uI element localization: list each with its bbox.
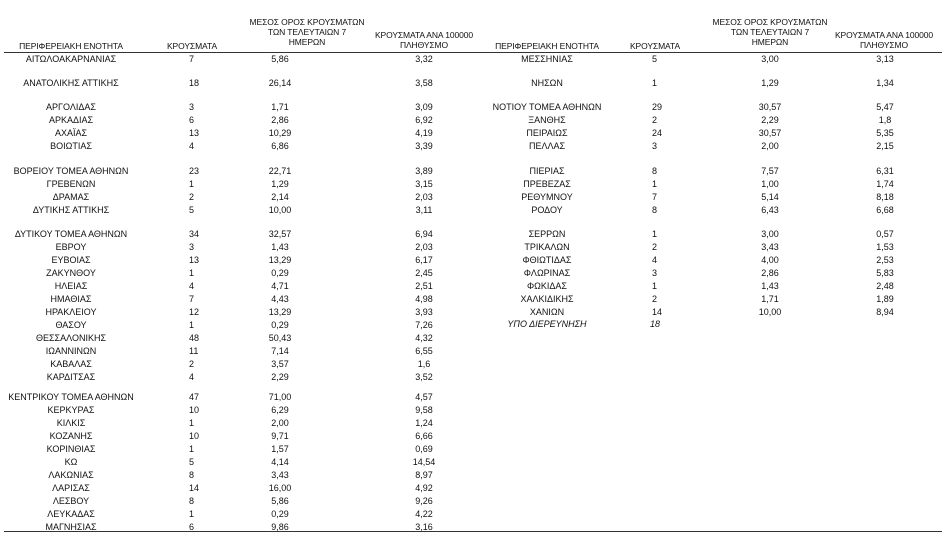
avg-cell: 2,29 — [271, 372, 289, 382]
cases-cell: 1 — [189, 444, 195, 454]
region-cell: ΦΘΙΩΤΙΔΑΣ — [522, 255, 572, 265]
left-header-avg-line3: ΗΜΕΡΩΝ — [288, 37, 326, 47]
avg-cell: 1,43 — [761, 281, 779, 291]
region-cell: ΜΕΣΣΗΝΙΑΣ — [521, 54, 573, 64]
avg-cell: 9,71 — [271, 431, 289, 441]
cases-cell: 2 — [652, 115, 658, 125]
left-header-rate — [366, 30, 482, 50]
avg-cell: 2,00 — [761, 141, 779, 151]
left-header-rate-line2: ΠΛΗΘΥΣΜΟ — [399, 40, 449, 50]
avg-cell: 13,29 — [268, 307, 292, 317]
table-row — [0, 114, 946, 126]
cases-cell: 3 — [652, 141, 658, 151]
avg-cell: 1,29 — [761, 78, 779, 88]
avg-cell: 6,43 — [761, 205, 779, 215]
region-cell: ΦΛΩΡΙΝΑΣ — [523, 268, 571, 278]
cases-cell: 2 — [652, 294, 658, 304]
table-row — [0, 469, 946, 481]
avg-cell: 32,57 — [268, 229, 292, 239]
table-row — [0, 443, 946, 455]
region-cell: ΧΑΝΙΩΝ — [529, 307, 565, 317]
cases-cell: 7 — [189, 54, 195, 64]
cases-cell: 3 — [189, 102, 195, 112]
cases-cell: 48 — [189, 333, 200, 343]
right-header-region: ΠΕΡΙΦΕΡΕΙΑΚΗ ΕΝΟΤΗΤΑ — [495, 41, 599, 51]
cases-cell: 1 — [189, 320, 195, 330]
avg-cell: 9,86 — [271, 522, 289, 532]
cases-cell: 8 — [189, 496, 195, 506]
rate-cell: 6,92 — [415, 115, 433, 125]
avg-cell: 1,71 — [271, 102, 289, 112]
rate-cell: 3,93 — [415, 307, 433, 317]
avg-cell: 4,71 — [271, 281, 289, 291]
cases-cell: 2 — [189, 192, 195, 202]
rate-cell: 2,03 — [415, 192, 433, 202]
rate-cell: 6,31 — [876, 166, 894, 176]
avg-cell: 2,00 — [271, 418, 289, 428]
rate-cell: 0,69 — [415, 444, 433, 454]
left-header-avg-line1: ΜΕΣΟΣ ΟΡΟΣ ΚΡΟΥΣΜΑΤΩΝ — [249, 17, 365, 27]
avg-cell: 3,00 — [761, 54, 779, 64]
left-header-avg-line2: ΤΩΝ ΤΕΛΕΥΤΑΙΩΝ 7 — [267, 27, 347, 37]
region-cell: ΑΡΓΟΛΙΔΑΣ — [46, 102, 96, 112]
rate-cell: 14,54 — [412, 457, 436, 467]
rate-cell: 5,47 — [876, 102, 894, 112]
cases-cell: 7 — [189, 294, 195, 304]
region-cell: ΣΕΡΡΩΝ — [528, 229, 566, 239]
region-cell: ΙΩΑΝΝΙΝΩΝ — [45, 346, 97, 356]
avg-cell: 4,14 — [271, 457, 289, 467]
table-row — [0, 391, 946, 403]
cases-cell: 14 — [652, 307, 663, 317]
rate-cell: 1,74 — [876, 179, 894, 189]
region-cell: ΛΕΥΚΑΔΑΣ — [47, 509, 95, 519]
cases-cell: 7 — [652, 192, 658, 202]
right-header-avg-line2: ΤΩΝ ΤΕΛΕΥΤΑΙΩΝ 7 — [730, 27, 810, 37]
avg-cell: 2,29 — [761, 115, 779, 125]
region-cell: ΔΡΑΜΑΣ — [52, 192, 90, 202]
rate-cell: 5,83 — [876, 268, 894, 278]
avg-cell: 1,00 — [761, 179, 779, 189]
table-row — [0, 482, 946, 494]
avg-cell: 2,86 — [271, 115, 289, 125]
region-cell: ΤΡΙΚΑΛΩΝ — [524, 242, 570, 252]
rate-cell: 3,58 — [415, 78, 433, 88]
region-cell: ΞΑΝΘΗΣ — [528, 115, 566, 125]
cases-cell: 1 — [189, 509, 195, 519]
avg-cell: 7,57 — [761, 166, 779, 176]
avg-cell: 4,00 — [761, 255, 779, 265]
cases-cell: 2 — [189, 359, 195, 369]
table-row — [0, 495, 946, 507]
rate-cell: 3,52 — [415, 372, 433, 382]
avg-cell: 1,29 — [271, 179, 289, 189]
table-row — [0, 165, 946, 177]
right-header-avg-line3: ΗΜΕΡΩΝ — [751, 37, 789, 47]
left-header-region: ΠΕΡΙΦΕΡΕΙΑΚΗ ΕΝΟΤΗΤΑ — [19, 41, 123, 51]
avg-cell: 3,00 — [761, 229, 779, 239]
region-cell: ΜΑΓΝΗΣΙΑΣ — [45, 522, 97, 532]
region-cell: ΝΗΣΩΝ — [531, 78, 563, 88]
rate-cell: 7,26 — [415, 320, 433, 330]
cases-cell: 29 — [652, 102, 663, 112]
region-cell: ΚΙΛΚΙΣ — [56, 418, 86, 428]
region-cell: ΑΙΤΩΛΟΑΚΑΡΝΑΝΙΑΣ — [25, 54, 117, 64]
right-header-avg — [710, 17, 830, 47]
table-row — [0, 521, 946, 533]
cases-cell: 6 — [189, 115, 195, 125]
table-row — [0, 430, 946, 442]
avg-cell: 2,14 — [271, 192, 289, 202]
avg-cell: 3,43 — [761, 242, 779, 252]
region-cell: ΚΑΡΔΙΤΣΑΣ — [46, 372, 96, 382]
cases-cell: 4 — [189, 141, 195, 151]
avg-cell: 5,14 — [761, 192, 779, 202]
rate-cell: 4,92 — [415, 483, 433, 493]
region-cell: ΑΧΑΪΑΣ — [54, 128, 88, 138]
region-cell: ΑΡΚΑΔΙΑΣ — [48, 115, 94, 125]
cases-cell: 23 — [189, 166, 200, 176]
avg-cell: 16,00 — [268, 483, 292, 493]
rate-cell: 4,98 — [415, 294, 433, 304]
rate-cell: 4,19 — [415, 128, 433, 138]
region-cell: ΦΩΚΙΔΑΣ — [527, 281, 567, 291]
cases-cell: 3 — [189, 242, 195, 252]
rate-cell: 4,22 — [415, 509, 433, 519]
rate-cell: 1,53 — [876, 242, 894, 252]
cases-cell: 1 — [652, 281, 658, 291]
avg-cell: 10,29 — [268, 128, 292, 138]
table-row — [0, 293, 946, 305]
rate-cell: 1,24 — [415, 418, 433, 428]
cases-cell: 14 — [189, 483, 200, 493]
region-cell: ΔΥΤΙΚΟΥ ΤΟΜΕΑ ΑΘΗΝΩΝ — [14, 229, 128, 239]
rate-cell: 2,45 — [415, 268, 433, 278]
rate-cell: 3,16 — [415, 522, 433, 532]
region-cell: ΒΟΙΩΤΙΑΣ — [50, 141, 92, 151]
avg-cell: 10,00 — [268, 205, 292, 215]
avg-cell: 0,29 — [271, 509, 289, 519]
table-row — [0, 101, 946, 113]
rate-cell: 6,68 — [876, 205, 894, 215]
table-row — [0, 178, 946, 190]
rate-cell: 3,32 — [415, 54, 433, 64]
pending-row — [0, 318, 946, 330]
table-row — [0, 358, 946, 370]
avg-cell: 10,00 — [758, 307, 782, 317]
region-cell: ΠΕΙΡΑΙΩΣ — [526, 128, 568, 138]
avg-cell: 0,29 — [271, 320, 289, 330]
region-cell: ΚΩ — [64, 457, 78, 467]
avg-cell: 22,71 — [268, 166, 292, 176]
region-cell: ΚΟΖΑΝΗΣ — [49, 431, 93, 441]
rate-cell: 1,34 — [876, 78, 894, 88]
cases-cell: 6 — [189, 522, 195, 532]
cases-cell: 5 — [189, 457, 195, 467]
avg-cell: 1,43 — [271, 242, 289, 252]
avg-cell: 6,86 — [271, 141, 289, 151]
region-cell: ΠΙΕΡΙΑΣ — [529, 166, 565, 176]
region-cell: ΕΒΡΟΥ — [55, 242, 87, 252]
region-cell: ΝΟΤΙΟΥ ΤΟΜΕΑ ΑΘΗΝΩΝ — [492, 102, 602, 112]
cases-cell: 11 — [189, 346, 199, 356]
table-row — [0, 332, 946, 344]
table-row — [0, 254, 946, 266]
rate-cell: 6,94 — [415, 229, 433, 239]
right-header-rate — [826, 30, 942, 50]
avg-cell: 5,86 — [271, 54, 289, 64]
avg-cell: 1,71 — [761, 294, 779, 304]
region-cell: ΗΜΑΘΙΑΣ — [50, 294, 92, 304]
avg-cell: 1,57 — [271, 444, 289, 454]
right-header-avg-line1: ΜΕΣΟΣ ΟΡΟΣ ΚΡΟΥΣΜΑΤΩΝ — [712, 17, 828, 27]
left-header-cases: ΚΡΟΥΣΜΑΤΑ — [166, 41, 218, 51]
avg-cell: 6,29 — [271, 405, 289, 415]
rate-cell: 9,26 — [415, 496, 433, 506]
cases-cell: 1 — [652, 78, 658, 88]
region-cell: ΒΟΡΕΙΟΥ ΤΟΜΕΑ ΑΘΗΝΩΝ — [13, 166, 129, 176]
table-row — [0, 204, 946, 216]
rate-cell: 6,66 — [415, 431, 433, 441]
table-row — [0, 53, 946, 65]
rate-cell: 8,18 — [876, 192, 894, 202]
rate-cell: 1,6 — [417, 359, 431, 369]
cases-cell: 24 — [652, 128, 663, 138]
rate-cell: 3,13 — [876, 54, 894, 64]
rate-cell: 6,17 — [415, 255, 433, 265]
rate-cell: 3,89 — [415, 166, 433, 176]
cases-cell: 5 — [189, 205, 195, 215]
table-row — [0, 280, 946, 292]
rate-cell: 3,39 — [415, 141, 433, 151]
table-row — [0, 267, 946, 279]
cases-cell: 8 — [652, 205, 658, 215]
cases-cell: 3 — [652, 268, 658, 278]
left-header-rate-line1: ΚΡΟΥΣΜΑΤΑ ΑΝΑ 100000 — [374, 30, 474, 40]
cases-cell: 13 — [189, 255, 200, 265]
region-cell: ΡΕΘΥΜΝΟΥ — [521, 192, 573, 202]
region-cell: ΠΕΛΛΑΣ — [528, 141, 566, 151]
avg-cell: 30,57 — [758, 102, 782, 112]
rate-cell: 4,57 — [415, 392, 433, 402]
table-row — [0, 77, 946, 89]
region-cell: ΑΝΑΤΟΛΙΚΗΣ ΑΤΤΙΚΗΣ — [23, 78, 119, 88]
region-cell: ΘΕΣΣΑΛΟΝΙΚΗΣ — [35, 333, 107, 343]
region-cell: ΚΕΡΚΥΡΑΣ — [47, 405, 95, 415]
pending-label: ΥΠΟ ΔΙΕΡΕΥΝΗΣΗ — [507, 319, 587, 329]
cases-cell: 18 — [189, 78, 200, 88]
pending-cases: 18 — [650, 319, 661, 329]
region-cell: ΡΟΔΟΥ — [531, 205, 563, 215]
region-cell: ΖΑΚΥΝΘΟΥ — [46, 268, 96, 278]
region-cell: ΠΡΕΒΕΖΑΣ — [523, 179, 571, 189]
table-row — [0, 127, 946, 139]
region-cell: ΚΑΒΑΛΑΣ — [50, 359, 92, 369]
right-header-rate-line2: ΠΛΗΘΥΣΜΟ — [859, 40, 909, 50]
rate-cell: 5,35 — [876, 128, 894, 138]
rate-cell: 3,09 — [415, 102, 433, 112]
avg-cell: 4,43 — [271, 294, 289, 304]
rate-cell: 8,97 — [415, 470, 433, 480]
avg-cell: 13,29 — [268, 255, 292, 265]
region-cell: ΓΡΕΒΕΝΩΝ — [46, 179, 96, 189]
left-header-avg — [247, 17, 367, 47]
right-header-rate-line1: ΚΡΟΥΣΜΑΤΑ ΑΝΑ 100000 — [834, 30, 934, 40]
cases-cell: 34 — [189, 229, 200, 239]
region-cell: ΛΑΚΩΝΙΑΣ — [48, 470, 94, 480]
cases-cell: 1 — [652, 229, 658, 239]
table-row — [0, 306, 946, 318]
rate-cell: 3,11 — [415, 205, 433, 215]
table-row — [0, 417, 946, 429]
region-cell: ΘΑΣΟΥ — [55, 320, 87, 330]
avg-cell: 5,86 — [271, 496, 289, 506]
region-cell: ΗΡΑΚΛΕΙΟΥ — [45, 307, 97, 317]
region-cell: ΛΕΣΒΟΥ — [52, 496, 90, 506]
cases-cell: 10 — [189, 405, 200, 415]
avg-cell: 0,29 — [271, 268, 289, 278]
cases-cell: 1 — [189, 418, 195, 428]
cases-cell: 4 — [652, 255, 658, 265]
rate-cell: 1,8 — [878, 115, 892, 125]
region-cell: ΔΥΤΙΚΗΣ ΑΤΤΙΚΗΣ — [32, 205, 110, 215]
avg-cell: 26,14 — [268, 78, 292, 88]
avg-cell: 30,57 — [758, 128, 782, 138]
cases-cell: 1 — [189, 268, 195, 278]
cases-cell: 4 — [189, 281, 195, 291]
table-row — [0, 371, 946, 383]
rate-cell: 0,57 — [876, 229, 894, 239]
rate-cell: 1,89 — [876, 294, 894, 304]
region-cell: ΚΟΡΙΝΘΙΑΣ — [46, 444, 96, 454]
cases-cell: 8 — [652, 166, 658, 176]
cases-cell: 5 — [652, 54, 658, 64]
cases-cell: 8 — [189, 470, 195, 480]
rate-cell: 6,55 — [415, 346, 433, 356]
cases-cell: 47 — [189, 392, 200, 402]
cases-cell: 2 — [652, 242, 658, 252]
rate-cell: 2,15 — [876, 141, 894, 151]
rate-cell: 2,51 — [415, 281, 433, 291]
region-cell: ΛΑΡΙΣΑΣ — [52, 483, 90, 493]
rate-cell: 9,58 — [415, 405, 433, 415]
avg-cell: 2,86 — [761, 268, 779, 278]
rate-cell: 3,15 — [415, 179, 433, 189]
cases-cell: 4 — [189, 372, 195, 382]
table-row — [0, 404, 946, 416]
avg-cell: 71,00 — [268, 392, 292, 402]
table-row — [0, 228, 946, 240]
region-cell: ΧΑΛΚΙΔΙΚΗΣ — [520, 294, 574, 304]
table-row — [0, 345, 946, 357]
table-row — [0, 508, 946, 520]
cases-cell: 13 — [189, 128, 200, 138]
table-row — [0, 241, 946, 253]
cases-cell: 1 — [652, 179, 658, 189]
table-row — [0, 456, 946, 468]
rate-cell: 2,03 — [415, 242, 433, 252]
cases-cell: 10 — [189, 431, 200, 441]
rate-cell: 8,94 — [876, 307, 894, 317]
avg-cell: 3,57 — [271, 359, 289, 369]
avg-cell: 7,14 — [271, 346, 289, 356]
table-row — [0, 191, 946, 203]
avg-cell: 50,43 — [268, 333, 292, 343]
rate-cell: 4,32 — [415, 333, 433, 343]
region-cell: ΕΥΒΟΙΑΣ — [51, 255, 91, 265]
table-row — [0, 140, 946, 152]
rate-cell: 2,48 — [876, 281, 894, 291]
right-header-cases: ΚΡΟΥΣΜΑΤΑ — [629, 41, 681, 51]
cases-cell: 12 — [189, 307, 200, 317]
cases-cell: 1 — [189, 179, 195, 189]
region-cell: ΗΛΕΙΑΣ — [54, 281, 88, 291]
region-cell: ΚΕΝΤΡΙΚΟΥ ΤΟΜΕΑ ΑΘΗΝΩΝ — [8, 392, 134, 402]
avg-cell: 3,43 — [271, 470, 289, 480]
rate-cell: 2,53 — [876, 255, 894, 265]
